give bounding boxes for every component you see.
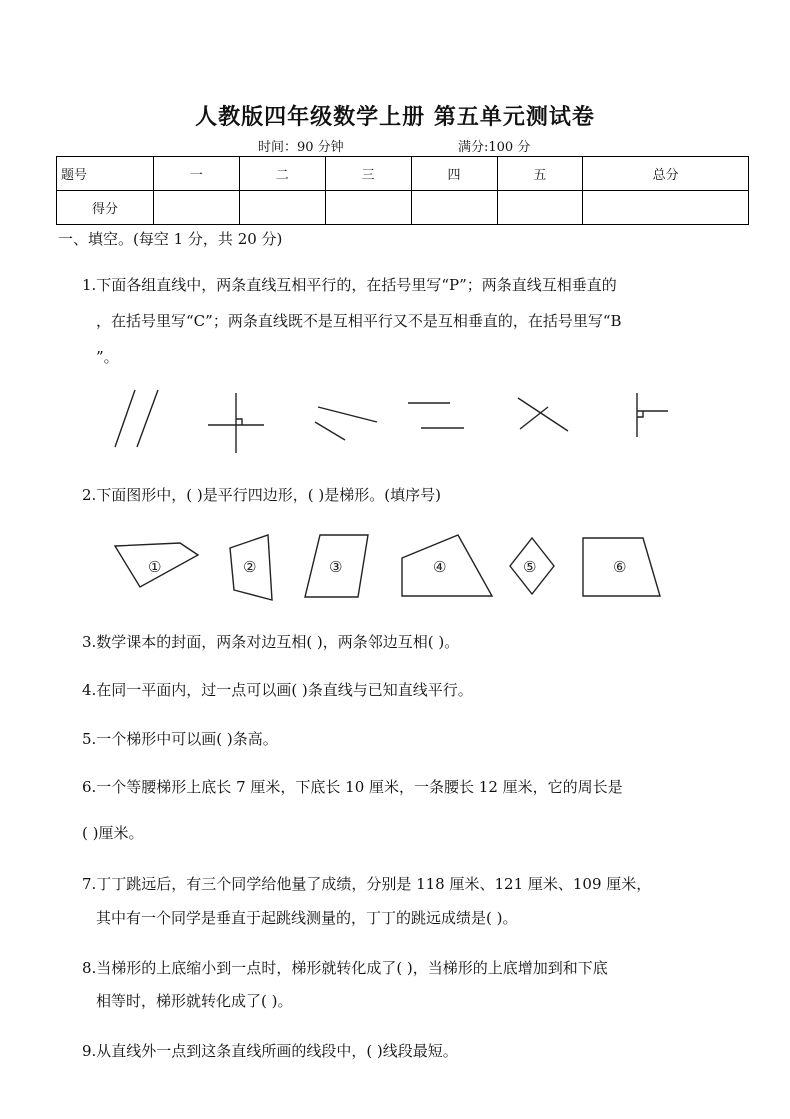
score-input-cell[interactable] xyxy=(239,191,325,225)
shape-label-2: ② xyxy=(243,558,257,576)
shape-2 xyxy=(230,535,272,600)
shape-5 xyxy=(510,538,554,594)
shape-6 xyxy=(583,538,660,596)
score-table-cell: 三 xyxy=(325,157,411,191)
score-input-cell[interactable] xyxy=(497,191,583,225)
question-1-line-3: ”。 xyxy=(96,348,119,366)
full-score: 满分:100 分 xyxy=(458,140,531,155)
shape-label-1: ① xyxy=(148,558,162,576)
question-8-line-2: 相等时，梯形就转化成了( )。 xyxy=(96,992,293,1010)
score-table-cell: 五 xyxy=(497,157,583,191)
shape-1 xyxy=(115,543,198,587)
score-input-cell[interactable] xyxy=(411,191,497,225)
question-8-line-1: 8.当梯形的上底缩小到一点时，梯形就转化成了( )，当梯形的上底增加到和下底 xyxy=(82,959,608,977)
perpendicular-corner-pair xyxy=(637,393,668,437)
question-5-text: 5.一个梯形中可以画( )条高。 xyxy=(82,730,278,748)
question-6-line-2: ( )厘米。 xyxy=(82,824,144,842)
shape-label-4: ④ xyxy=(433,558,447,576)
score-table-header-row xyxy=(57,157,749,191)
question-2-text: 2.下面图形中，( )是平行四边形，( )是梯形。(填序号) xyxy=(82,486,441,504)
score-input-cell[interactable] xyxy=(325,191,411,225)
section-heading: 一、填空。(每空 1 分，共 20 分) xyxy=(58,230,283,248)
question-7-line-2: 其中有一个同学是垂直于起跳线测量的，丁丁的跳远成绩是( )。 xyxy=(96,909,518,927)
line-pairs-figure xyxy=(100,385,690,465)
question-1-line-2: ，在括号里写“C”；两条直线既不是互相平行又不是互相垂直的，在括号里写“B xyxy=(96,312,622,330)
score-table-cell: 总分 xyxy=(583,157,749,191)
score-table-cell: 得分 xyxy=(57,191,154,225)
question-3-text: 3.数学课本的封面，两条对边互相( )，两条邻边互相( )。 xyxy=(82,633,460,651)
score-table-cell: 题号 xyxy=(57,157,154,191)
shape-label-5: ⑤ xyxy=(523,558,537,576)
question-4-text: 4.在同一平面内，过一点可以画( )条直线与已知直线平行。 xyxy=(82,681,473,699)
score-table-cell: 一 xyxy=(154,157,240,191)
time-limit: 时间：90 分钟 xyxy=(258,140,344,155)
score-table-score-row xyxy=(57,191,749,225)
score-table-cell: 二 xyxy=(239,157,325,191)
question-7-line-1: 7.丁丁跳远后，有三个同学给他量了成绩，分别是 118 厘米、121 厘米、109 厘米， xyxy=(82,875,652,893)
score-input-cell[interactable] xyxy=(154,191,240,225)
page-title: 人教版四年级数学上册 第五单元测试卷 xyxy=(195,104,595,130)
quadrilaterals-figure xyxy=(110,530,670,610)
shape-label-3: ③ xyxy=(329,558,343,576)
perpendicular-lines-pair xyxy=(208,393,264,453)
shape-label-6: ⑥ xyxy=(613,558,627,576)
score-table xyxy=(56,156,749,225)
crossing-lines-pair xyxy=(518,398,568,431)
horizontal-parallel-pair xyxy=(408,403,464,428)
question-1-line-1: 1.下面各组直线中，两条直线互相平行的，在括号里写“P”；两条直线互相垂直的 xyxy=(82,276,617,294)
shape-3 xyxy=(305,535,368,597)
question-6-line-1: 6.一个等腰梯形上底长 7 厘米，下底长 10 厘米，一条腰长 12 厘米，它的周长是 xyxy=(82,778,623,796)
question-9-text: 9.从直线外一点到这条直线所画的线段中，( )线段最短。 xyxy=(82,1042,458,1060)
shape-4 xyxy=(402,535,492,596)
skew-lines-pair xyxy=(315,407,377,440)
score-input-cell[interactable] xyxy=(583,191,749,225)
score-table-cell: 四 xyxy=(411,157,497,191)
parallel-lines-pair xyxy=(115,390,158,447)
